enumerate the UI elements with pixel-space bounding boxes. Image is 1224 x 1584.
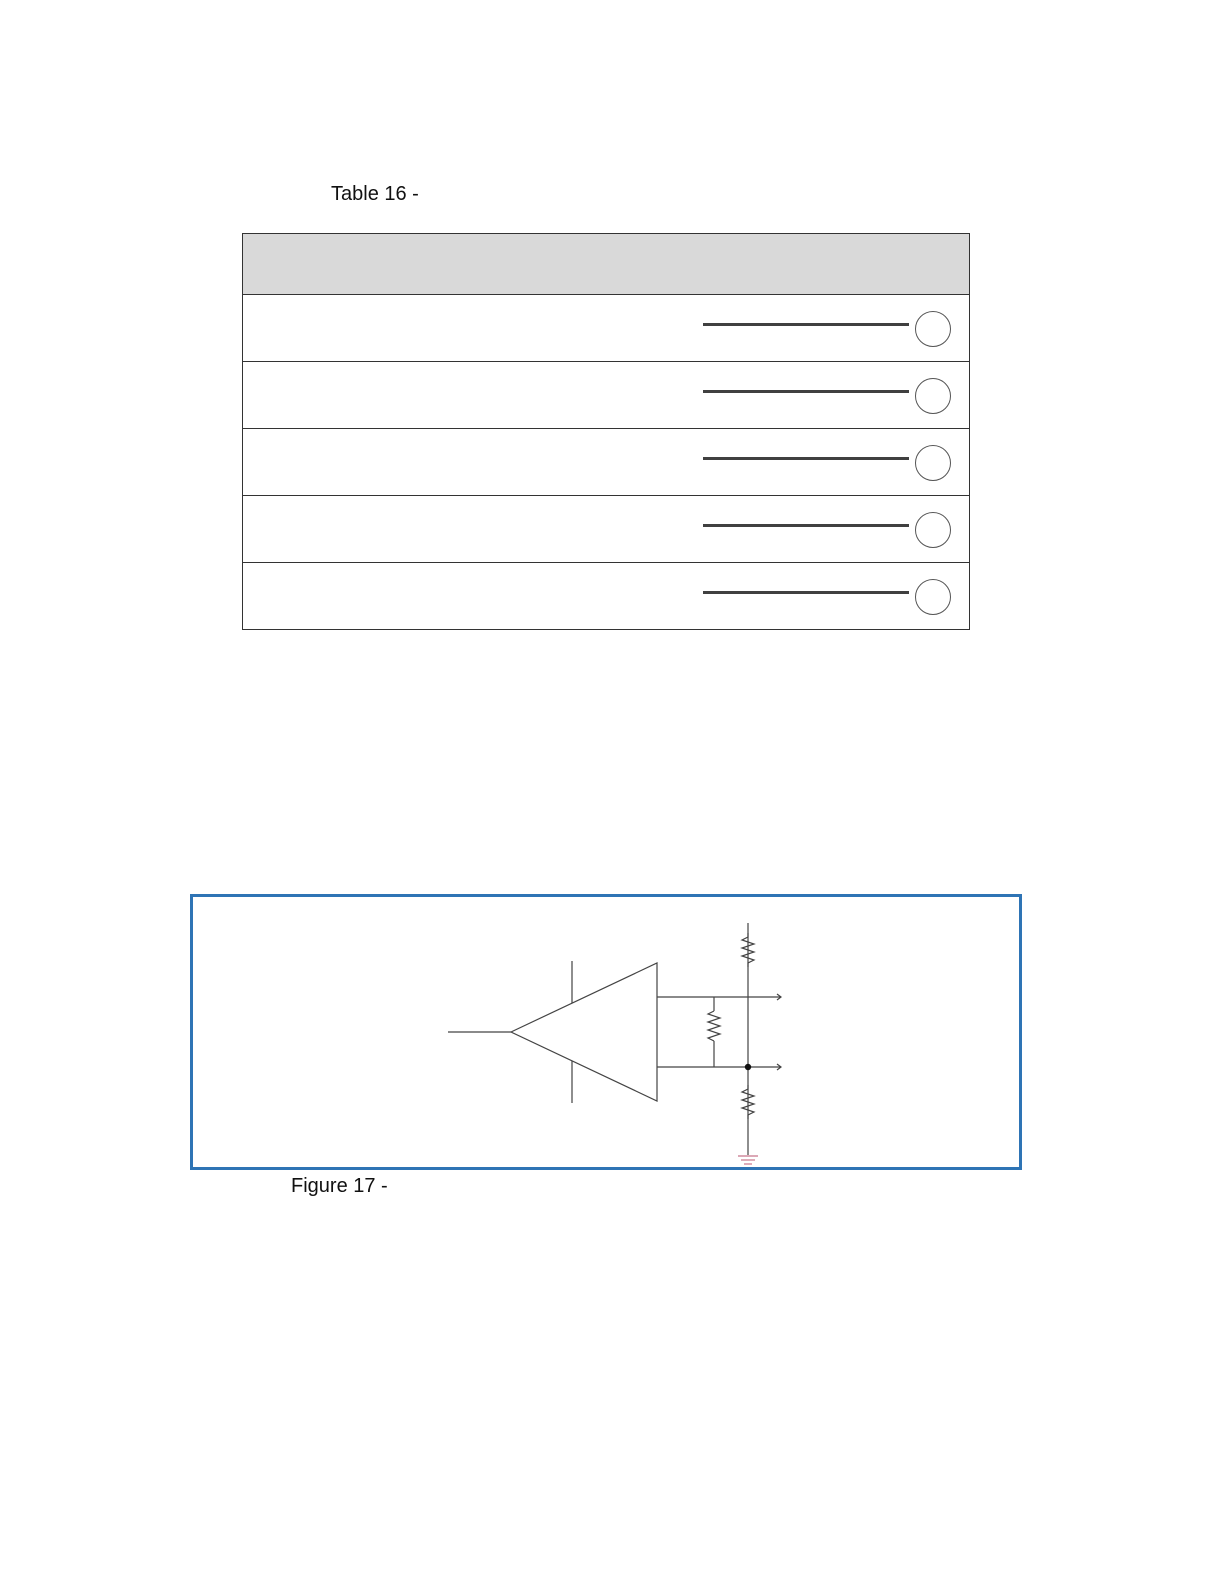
row-indicator-circle — [915, 311, 951, 347]
ground-symbol — [738, 1156, 758, 1164]
figure-frame — [190, 894, 1022, 1170]
table-row — [243, 563, 969, 629]
table-row — [243, 429, 969, 496]
row-indicator-circle — [915, 378, 951, 414]
row-signal-line — [703, 390, 909, 393]
table-header — [243, 234, 969, 295]
row-signal-line — [703, 323, 909, 326]
table-row — [243, 362, 969, 429]
row-indicator-circle — [915, 512, 951, 548]
junction-node — [745, 1064, 751, 1070]
figure-caption: Figure 17 - — [291, 1175, 388, 1197]
circuit-schematic — [193, 897, 1019, 1167]
table-row — [243, 496, 969, 563]
data-table — [242, 233, 970, 630]
resistor-middle — [708, 1011, 720, 1041]
row-indicator-circle — [915, 445, 951, 481]
row-signal-line — [703, 524, 909, 527]
row-signal-line — [703, 591, 909, 594]
table-caption: Table 16 - — [331, 183, 419, 205]
row-indicator-circle — [915, 579, 951, 615]
table-row — [243, 295, 969, 362]
amplifier-symbol — [511, 963, 657, 1101]
row-signal-line — [703, 457, 909, 460]
